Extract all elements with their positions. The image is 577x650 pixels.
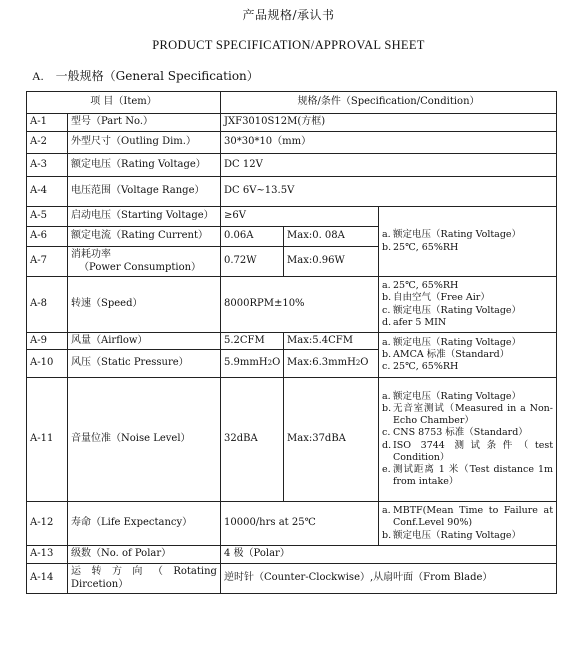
condition-text: 额定电压（Rating Voltage） <box>393 229 522 241</box>
row-name: 寿命（Life Expectancy） <box>68 502 221 546</box>
row-name <box>68 247 221 277</box>
condition-marker: b. <box>382 529 392 541</box>
condition-marker: b. <box>382 241 392 253</box>
row-name-line <box>71 566 217 579</box>
condition-marker: a. <box>382 229 391 241</box>
row-code: A-3 <box>27 154 68 177</box>
condition-line <box>382 530 553 542</box>
table-row <box>27 564 557 594</box>
table-row <box>27 207 557 227</box>
conditions-cell <box>379 277 557 333</box>
row-code: A-10 <box>27 350 68 378</box>
row-value: ≥6V <box>221 207 379 227</box>
conditions-cell <box>379 502 557 546</box>
name-word: 运 <box>71 566 81 577</box>
part-number-value: JXF3010S12M(方框) <box>221 114 557 132</box>
row-name: 启动电压（Starting Voltage） <box>68 207 221 227</box>
row-value: 4 极（Polar） <box>221 546 557 564</box>
condition-line <box>382 361 553 373</box>
condition-text: CNS 8753 标准（Standard） <box>393 427 528 439</box>
condition-line <box>382 292 553 304</box>
condition-line <box>382 403 553 427</box>
row-value: DC 12V <box>221 154 557 177</box>
row-code: A-8 <box>27 277 68 333</box>
row-name <box>68 564 221 594</box>
row-max: Max:5.4CFM <box>284 333 379 350</box>
max-subscript: 2 <box>355 359 361 368</box>
table-row <box>27 277 557 333</box>
section-heading <box>32 67 259 84</box>
conditions-cell <box>379 333 557 378</box>
condition-marker: a. <box>382 336 391 348</box>
condition-line <box>382 337 553 349</box>
table-row <box>27 333 557 350</box>
value-subscript: 2 <box>267 359 273 368</box>
row-name: 风压（Static Pressure） <box>68 350 221 378</box>
condition-line <box>382 440 553 464</box>
condition-text: 额定电压（Rating Voltage） <box>393 529 522 541</box>
max-tail: O <box>360 357 369 369</box>
table-row <box>27 502 557 546</box>
row-code: A-6 <box>27 227 68 247</box>
value-tail: O <box>272 357 281 369</box>
conditions-cell <box>379 378 557 502</box>
condition-text: 额定电压（Rating Voltage） <box>393 304 522 316</box>
row-value: 32dBA <box>221 378 284 502</box>
name-word: 向 <box>132 566 143 577</box>
row-value: DC 6V~13.5V <box>221 177 557 207</box>
row-name: 额定电压（Rating Voltage） <box>68 154 221 177</box>
section-title: 一般规格（General Specification） <box>55 69 259 83</box>
row-code: A-13 <box>27 546 68 564</box>
row-max: Max:0. 08A <box>284 227 379 247</box>
row-value: 8000RPM±10% <box>221 277 379 333</box>
condition-line <box>382 242 553 254</box>
condition-marker: a. <box>382 390 391 402</box>
conditions-cell <box>379 207 557 277</box>
table-row <box>27 378 557 502</box>
row-max <box>284 350 379 378</box>
row-code: A-1 <box>27 114 68 132</box>
condition-text: 额定电压（Rating Voltage） <box>393 390 522 402</box>
row-code: A-11 <box>27 378 68 502</box>
row-code: A-9 <box>27 333 68 350</box>
row-name: 级数（No. of Polar） <box>68 546 221 564</box>
condition-line <box>382 505 553 529</box>
max-main: Max:6.3mmH <box>287 357 356 369</box>
document-title-cn: 产品规格/承认书 <box>242 8 335 22</box>
condition-line <box>382 391 553 403</box>
condition-line <box>382 229 553 241</box>
row-code: A-7 <box>27 247 68 277</box>
table-row <box>27 132 557 154</box>
row-code: A-4 <box>27 177 68 207</box>
condition-marker: b. <box>382 403 392 415</box>
name-word: 转 <box>91 566 102 577</box>
condition-text: AMCA 标准（Standard） <box>393 348 510 360</box>
table-row <box>27 177 557 207</box>
condition-marker: e. <box>382 463 391 475</box>
row-name-line: 消耗功率 <box>71 249 111 260</box>
section-number: A. <box>32 69 44 83</box>
row-code: A-2 <box>27 132 68 154</box>
header-item: 项 目（Item） <box>27 92 221 114</box>
condition-line <box>382 280 553 292</box>
condition-marker: c. <box>382 304 391 316</box>
table-row <box>27 546 557 564</box>
condition-marker: d. <box>382 316 392 328</box>
row-code: A-5 <box>27 207 68 227</box>
row-code: A-12 <box>27 502 68 546</box>
name-word: （ <box>152 566 163 577</box>
condition-text: MBTF(Mean Time to Failure at Conf.Level 90%) <box>393 505 554 529</box>
condition-marker: d. <box>382 439 392 451</box>
header-spec: 规格/条件（Specification/Condition） <box>221 92 557 114</box>
condition-marker: c. <box>382 361 391 373</box>
row-max: Max:37dBA <box>284 378 379 502</box>
name-word: Rotating <box>173 566 217 577</box>
condition-text: 25℃, 65%RH <box>393 241 459 253</box>
condition-line <box>382 349 553 361</box>
condition-text: 自由空气（Free Air） <box>393 292 490 304</box>
row-name-line: Dircetion） <box>71 578 129 590</box>
condition-marker: a. <box>382 280 391 292</box>
row-name: 转速（Speed） <box>68 277 221 333</box>
condition-text: 25℃, 65%RH <box>393 280 459 292</box>
condition-marker: a. <box>382 505 391 517</box>
condition-marker: c. <box>382 427 391 439</box>
table-row <box>27 154 557 177</box>
condition-text: 额定电压（Rating Voltage） <box>393 336 522 348</box>
condition-marker: b. <box>382 348 392 360</box>
row-value: 30*30*10（mm） <box>221 132 557 154</box>
condition-line <box>382 464 553 488</box>
condition-marker: b. <box>382 292 392 304</box>
condition-text: ISO 3744 测试条件（test Condition） <box>393 439 554 463</box>
condition-text: afer 5 MIN <box>393 316 447 328</box>
row-name: 音量位准（Noise Level） <box>68 378 221 502</box>
row-name: 风量（Airflow） <box>68 333 221 350</box>
row-value: 0.72W <box>221 247 284 277</box>
row-code: A-14 <box>27 564 68 594</box>
condition-text: 25℃, 65%RH <box>393 361 459 373</box>
condition-line <box>382 305 553 317</box>
name-word: 方 <box>111 566 122 577</box>
row-value: 逆时针（Counter-Clockwise）,从扇叶面（From Blade） <box>221 564 557 594</box>
condition-line <box>382 317 553 329</box>
condition-line <box>382 427 553 439</box>
row-value: 10000/hrs at 25℃ <box>221 502 379 546</box>
row-value: 5.2CFM <box>221 333 284 350</box>
row-name: 额定电流（Rating Current） <box>68 227 221 247</box>
condition-text: 无音室测试（Measured in a Non-Echo Chamber） <box>393 403 554 427</box>
row-name: 型号（Part No.） <box>68 114 221 132</box>
value-main: 5.9mmH <box>224 357 268 369</box>
row-value: 0.06A <box>221 227 284 247</box>
table-row <box>27 114 557 132</box>
document-title-en: PRODUCT SPECIFICATION/APPROVAL SHEET <box>152 38 425 52</box>
row-value <box>221 350 284 378</box>
condition-text: 测试距离 1 米（Test distance 1m from intake） <box>393 463 554 487</box>
spec-table <box>26 91 557 594</box>
row-name-line: （Power Consumption） <box>79 261 202 273</box>
row-name: 外型尺寸（Outling Dim.） <box>68 132 221 154</box>
row-name: 电压范围（Voltage Range） <box>68 177 221 207</box>
row-max: Max:0.96W <box>284 247 379 277</box>
table-header-row <box>27 92 557 114</box>
